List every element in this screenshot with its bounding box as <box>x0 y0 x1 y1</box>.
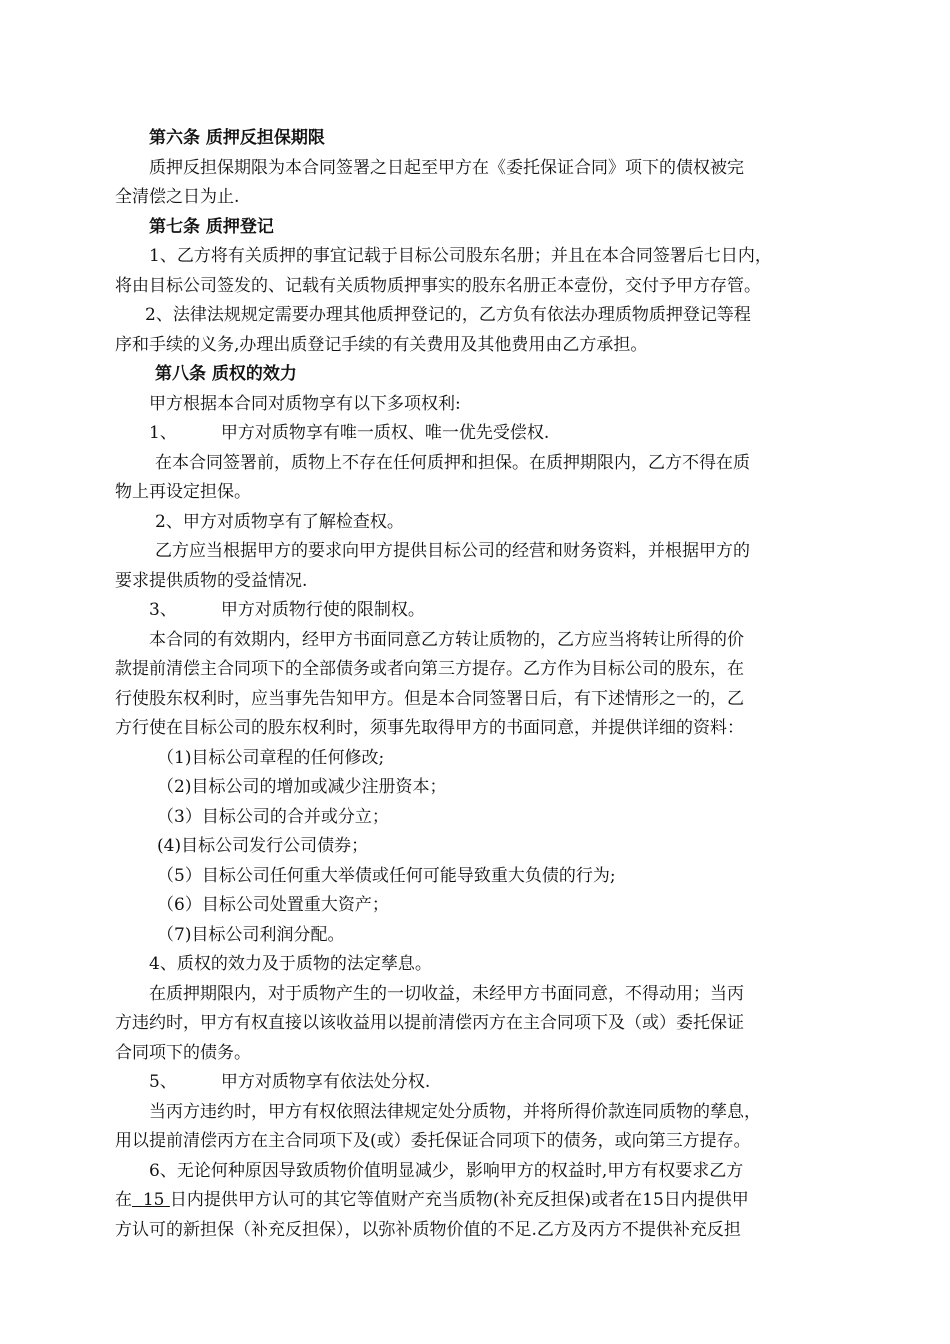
paragraph-line: 4、质权的效力及于质物的法定孳息。 <box>149 954 432 974</box>
paragraph-line: 全清偿之日为止. <box>115 187 240 207</box>
section-heading-7: 第七条 质押登记 <box>149 216 274 237</box>
paragraph-line: 要求提供质物的受益情况. <box>115 570 308 591</box>
item-text: 甲方对质物享有唯一质权、唯一优先受偿权. <box>220 423 550 443</box>
paragraph-line <box>115 1186 840 1216</box>
section-heading-6: 第六条 质押反担保期限 <box>149 128 325 148</box>
paragraph-line: 将由目标公司签发的、记载有关质物质押事实的股东名册正本壹份，交付予甲方存管。 <box>115 275 761 296</box>
paragraph-line: 款提前清偿主合同项下的全部债务或者向第三方提存。乙方作为目标公司的股东，在 <box>115 659 744 679</box>
paragraph-line: 6、无论何种原因导致质物价值明显减少，影响甲方的权益时,甲方有权要求乙方 <box>149 1160 744 1181</box>
paragraph-line: 方认可的新担保（补充反担保），以弥补质物价值的不足.乙方及丙方不提供补充反担 <box>115 1219 741 1240</box>
days-value: 15 <box>142 1190 165 1210</box>
list-item: （3）目标公司的合并或分立； <box>157 806 389 827</box>
paragraph-line: 2、法律法规规定需要办理其他质押登记的，乙方负有依法办理质物质押登记等程 <box>145 305 751 325</box>
numbered-item-3 <box>115 596 840 626</box>
section-heading-8: 第八条 质权的效力 <box>155 364 297 384</box>
item-text: 甲方对质物行使的限制权。 <box>220 600 425 620</box>
text-span: 日内提供甲方认可的其它等值财产充当质物(补充反担保)或者在15日内提供甲 <box>169 1190 749 1210</box>
list-item: （5）目标公司任何重大举债或任何可能导致重大负债的行为; <box>157 865 616 886</box>
text-span: 在 <box>115 1190 132 1210</box>
item-text: 甲方对质物享有依法处分权. <box>220 1072 431 1092</box>
paragraph-line: 当丙方违约时，甲方有权依照法律规定处分质物，并将所得价款连同质物的孳息， <box>149 1101 761 1122</box>
paragraph-line: 2、甲方对质物享有了解检查权。 <box>155 511 404 532</box>
document-body <box>115 124 840 1245</box>
paragraph-line: 方违约时，甲方有权直接以该收益用以提前清偿丙方在主合同项下及（或）委托保证 <box>115 1013 744 1033</box>
item-number: 3、 <box>149 600 177 620</box>
paragraph-line: 序和手续的义务,办理出质登记手续的有关费用及其他费用由乙方承担。 <box>115 334 648 355</box>
paragraph-line: 物上再设定担保。 <box>115 482 251 502</box>
numbered-item-1 <box>115 419 840 449</box>
paragraph-line: 1、乙方将有关质押的事宜记载于目标公司股东名册；并且在本合同签署后七日内， <box>149 246 772 266</box>
paragraph-line: 行使股东权利时，应当事先告知甲方。但是本合同签署日后，有下述情形之一的，乙 <box>115 688 744 709</box>
paragraph-line: 本合同的有效期内，经甲方书面同意乙方转让质物的，乙方应当将转让所得的价 <box>149 629 744 650</box>
paragraph-line: 甲方根据本合同对质物享有以下多项权利: <box>149 393 461 414</box>
paragraph-line: 合同项下的债务。 <box>115 1042 251 1063</box>
numbered-item-5 <box>115 1068 840 1098</box>
list-item: （1)目标公司章程的任何修改; <box>157 747 385 768</box>
list-item: （6）目标公司处置重大资产； <box>157 895 389 915</box>
paragraph-line: 质押反担保期限为本合同签署之日起至甲方在《委托保证合同》项下的债权被完 <box>149 157 744 178</box>
paragraph-line: 在本合同签署前，质物上不存在任何质押和担保。在质押期限内，乙方不得在质 <box>155 452 750 473</box>
blank-days-value <box>132 1190 170 1210</box>
paragraph-line: 乙方应当根据甲方的要求向甲方提供目标公司的经营和财务资料，并根据甲方的 <box>155 541 750 561</box>
paragraph-line: 在质押期限内，对于质物产生的一切收益，未经甲方书面同意，不得动用；当丙 <box>149 983 744 1004</box>
list-item: （7)目标公司利润分配。 <box>157 924 345 945</box>
list-item: （2)目标公司的增加或减少注册资本； <box>157 777 447 797</box>
list-item: (4)目标公司发行公司债券； <box>157 836 369 856</box>
item-number: 1、 <box>149 423 177 443</box>
paragraph-line: 用以提前清偿丙方在主合同项下及(或）委托保证合同项下的债务，或向第三方提存。 <box>115 1131 751 1151</box>
item-number: 5、 <box>149 1072 177 1092</box>
paragraph-line: 方行使在目标公司的股东权利时，须事先取得甲方的书面同意，并提供详细的资料： <box>115 718 744 738</box>
